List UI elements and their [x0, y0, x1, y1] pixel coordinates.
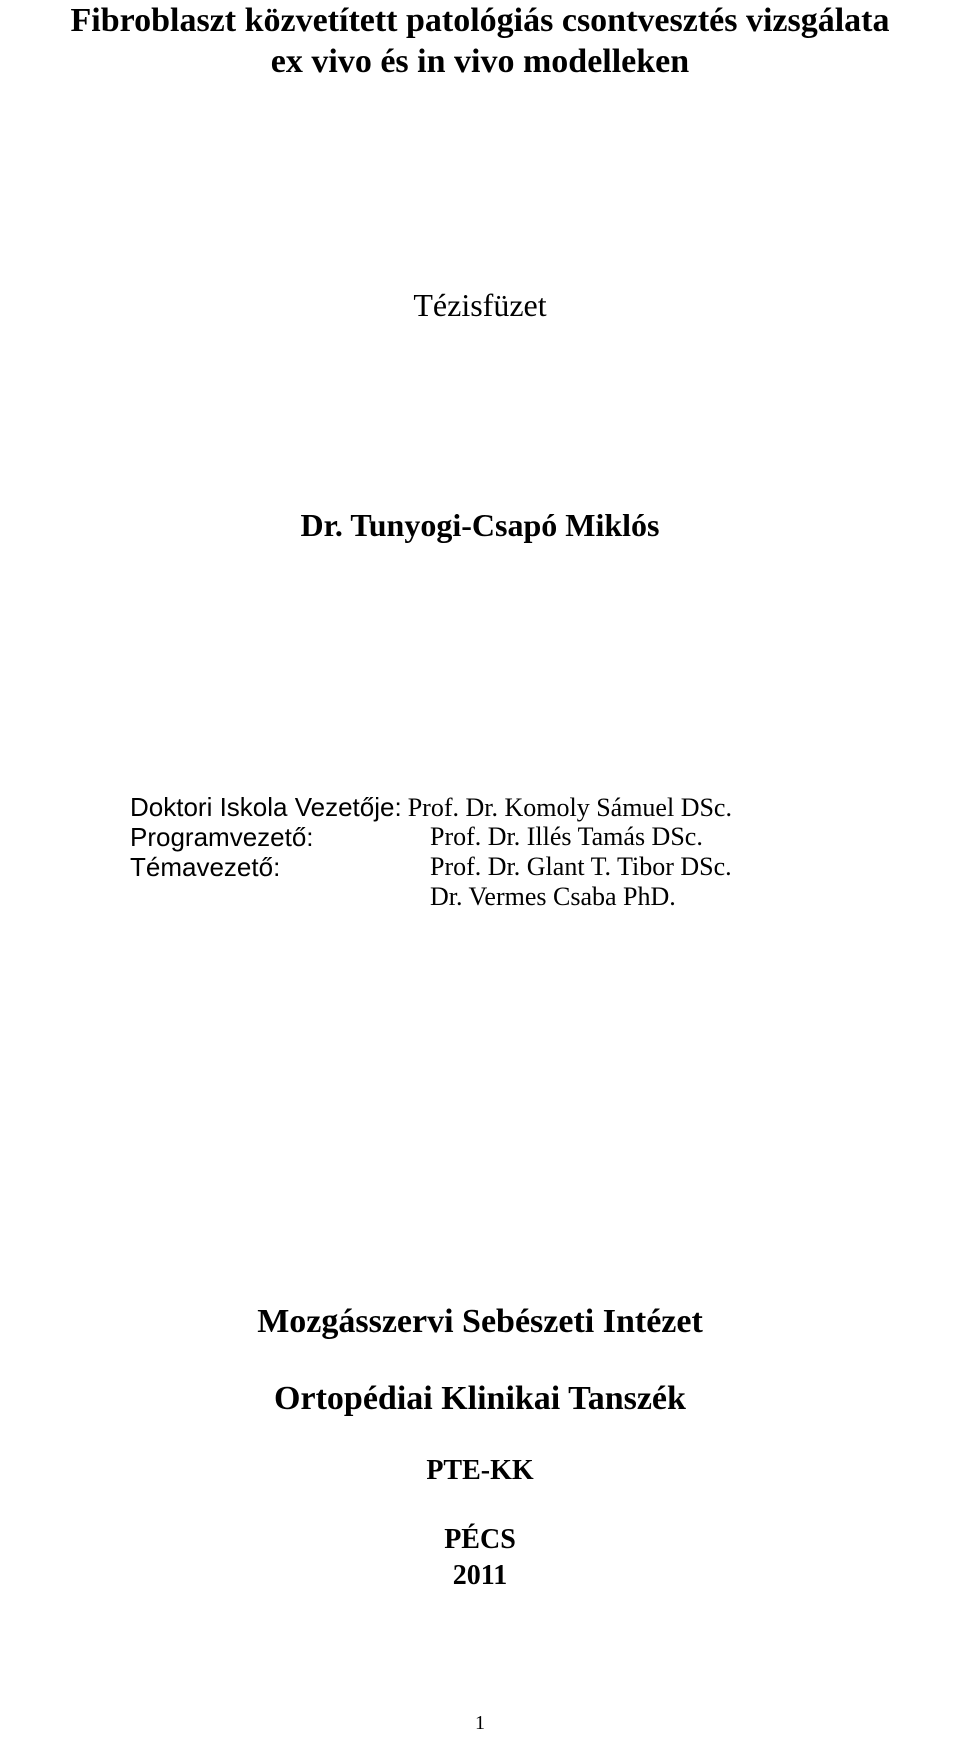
program-value: Prof. Dr. Illés Tamás DSc.	[430, 822, 703, 851]
city-name: PÉCS	[444, 1524, 516, 1555]
supervisor-value-1: Prof. Dr. Glant T. Tibor DSc.	[430, 852, 732, 881]
committee-row-program	[130, 822, 930, 852]
program-label: Programvezető:	[130, 822, 314, 852]
supervisor-value-2: Dr. Vermes Csaba PhD.	[430, 882, 676, 911]
committee-block	[130, 792, 930, 912]
university-name: PTE-KK	[426, 1455, 534, 1486]
thesis-title-line-1: Fibroblaszt közvetített patológiás csontvesztés vizsgálata	[70, 2, 890, 39]
document-type: Tézisfüzet	[413, 287, 547, 323]
thesis-title	[0, 0, 960, 82]
institute-name: Mozgásszervi Sebészeti Intézet	[257, 1303, 703, 1340]
department-name: Ortopédiai Klinikai Tanszék	[274, 1380, 686, 1417]
author-name: Dr. Tunyogi-Csapó Miklós	[300, 507, 660, 543]
head-value: Prof. Dr. Komoly Sámuel DSc.	[407, 793, 732, 822]
committee-row-head	[130, 792, 930, 822]
committee-row-supervisor	[130, 852, 930, 882]
head-label: Doktori Iskola Vezetője:	[130, 792, 402, 822]
publication-year: 2011	[452, 1560, 508, 1591]
page-number: 1	[475, 1712, 485, 1734]
committee-row-supervisor-2	[130, 882, 930, 912]
supervisor-label: Témavezető:	[130, 852, 281, 882]
thesis-title-line-2: ex vivo és in vivo modelleken	[270, 43, 690, 80]
